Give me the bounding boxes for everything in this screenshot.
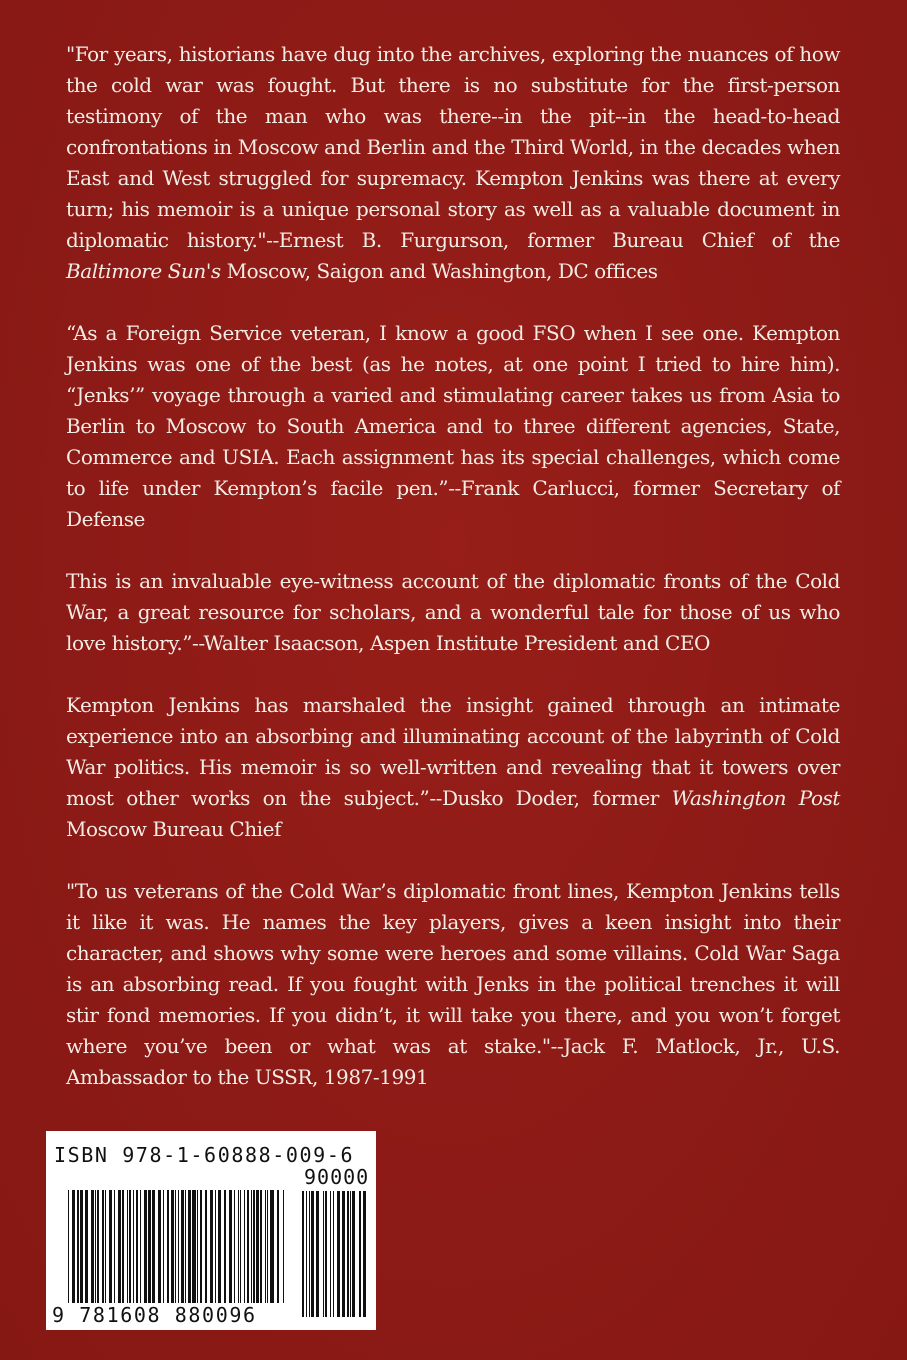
barcode-bar (80, 1190, 83, 1303)
barcode-bar (240, 1190, 241, 1303)
barcode-bar (311, 1191, 314, 1317)
barcode-bar (105, 1190, 106, 1303)
barcode-bar (251, 1190, 252, 1303)
barcode-bar (253, 1190, 255, 1303)
barcode-bar (85, 1190, 88, 1303)
blurb-carlucci: “As a Foreign Service veteran, I know a good FSO when I see one. Kempton Jenkins was one of the best (as he notes, at one point I tried to hire him). “Jenks’” voyage through a varied and stimulating career takes us from Asia to Berlin to Moscow to South America and to three different agencies, State, Commerce and USIA. Each assignment has its special challenges, which come to life under Kempton’s facile pen.”--Frank Carlucci, former Secretary of Defense (66, 321, 840, 531)
barcode-bar (148, 1190, 151, 1303)
barcode-bar (238, 1190, 239, 1303)
barcode-bar (181, 1190, 184, 1303)
barcode-bar (323, 1191, 324, 1317)
barcode-bar (118, 1190, 121, 1303)
barcode-bar (342, 1191, 345, 1317)
barcode-bar (185, 1190, 186, 1303)
price-code: 90000 (304, 1165, 370, 1189)
barcode-bar (205, 1190, 207, 1303)
barcode-bar (102, 1190, 104, 1303)
barcode-bar (133, 1190, 134, 1303)
ean-digits: 9 781608 880096 (52, 1303, 257, 1327)
isbn-barcode (46, 1131, 376, 1330)
barcode-bar (316, 1191, 319, 1317)
barcode-bar (171, 1190, 174, 1303)
barcode-bar (267, 1190, 268, 1303)
barcode-bar (359, 1191, 361, 1317)
barcode-bar (363, 1191, 366, 1317)
barcode-bar (330, 1191, 331, 1317)
barcode-bar (333, 1191, 334, 1317)
barcode-bar (158, 1190, 161, 1303)
barcode-bar (200, 1190, 202, 1303)
barcode-bar (260, 1190, 262, 1303)
blurb-list (66, 39, 840, 1124)
barcode-bar (218, 1190, 221, 1303)
barcode-bar (210, 1190, 213, 1303)
barcode-bar (178, 1190, 179, 1303)
barcode-bar (77, 1190, 79, 1303)
barcode-bar (337, 1191, 340, 1317)
barcode-bar (224, 1190, 226, 1303)
blurb-doder: Kempton Jenkins has marshaled the insight gained through an intimate experience into an absorbing and illuminating account of the labyrinth of Cold War politics. His memoir is so well-written and revealing that it towers over most other works on the subject.”--Dusko Doder, former Washington Post Moscow Bureau Chief (66, 693, 840, 841)
barcode-bar (306, 1191, 307, 1317)
barcode-bar (91, 1190, 94, 1303)
barcode-bar (309, 1191, 310, 1317)
barcode-bar (97, 1190, 99, 1303)
barcode-bar (136, 1190, 138, 1303)
barcode-bar (72, 1190, 75, 1303)
blurb-furgurson: "For years, historians have dug into the archives, exploring the nuances of how the cold war was fought. But there is no substitute for the first-person testimony of the man who was there--in the pit--in the head-to-head confrontations in Moscow and Berlin and the Third World, in the decades when East and West struggled for supremacy. Kempton Jenkins was there at every turn; his memoir is a unique personal story as well as a valuable document in diplomatic history."--Ernest B. Furgurson, former Bureau Chief of the Baltimore Sun's Moscow, Saigon and Washington, DC offices (66, 42, 840, 283)
barcode-bar (144, 1190, 147, 1303)
barcode-bar (122, 1190, 124, 1303)
barcode-bar (68, 1190, 69, 1303)
barcode-bar (265, 1190, 266, 1303)
barcode-bar (283, 1190, 284, 1303)
addon-barcode-bars (302, 1191, 366, 1317)
barcode-bar (109, 1190, 112, 1303)
barcode-bar (352, 1191, 355, 1317)
barcode-bar (175, 1190, 176, 1303)
ean-barcode-bars (68, 1190, 284, 1303)
barcode-bar (256, 1190, 259, 1303)
barcode-bar (140, 1190, 141, 1303)
barcode-bar (215, 1190, 216, 1303)
barcode-bar (163, 1190, 164, 1303)
barcode-bar (247, 1190, 249, 1303)
barcode-bar (114, 1190, 115, 1303)
barcode-bar (129, 1190, 131, 1303)
barcode-bar (167, 1190, 169, 1303)
barcode-bar (270, 1190, 274, 1303)
barcode-bar (350, 1191, 351, 1317)
barcode-bar (229, 1190, 232, 1303)
blurb-isaacson: This is an invaluable eye-witness account of the diplomatic fronts of the Cold War, a great resource for scholars, and a wonderful tale for those of us who love history.”--Walter Isaacson, Aspen Institute President and CEO (66, 569, 840, 655)
barcode-bar (347, 1191, 349, 1317)
barcode-bar (95, 1190, 96, 1303)
publication-title: Washington Post (671, 786, 840, 810)
barcode-bar (127, 1190, 128, 1303)
barcode-bar (244, 1190, 245, 1303)
barcode-bar (277, 1190, 279, 1303)
barcode-bar (197, 1190, 198, 1303)
barcode-bar (188, 1190, 191, 1303)
barcode-bar (152, 1190, 155, 1303)
publication-title: Baltimore Sun's (66, 259, 221, 283)
barcode-bar (302, 1191, 304, 1317)
barcode-bar (325, 1191, 327, 1317)
barcode-bar (192, 1190, 196, 1303)
blurb-matlock: "To us veterans of the Cold War’s diplomatic front lines, Kempton Jenkins tells it like it was. He names the key players, gives a keen insight into their character, and shows why some were heroes and some villains. Cold War Saga is an absorbing read. If you fought with Jenks in the political trenches it will stir fond memories. If you didn’t, it will take you there, and you won’t forget where you’ve been or what was at stake."--Jack F. Matlock, Jr., U.S. Ambassador to the USSR, 1987-1991 (66, 879, 840, 1089)
isbn-label: ISBN 978-1-60888-009-6 (54, 1143, 355, 1167)
barcode-bar (234, 1190, 235, 1303)
